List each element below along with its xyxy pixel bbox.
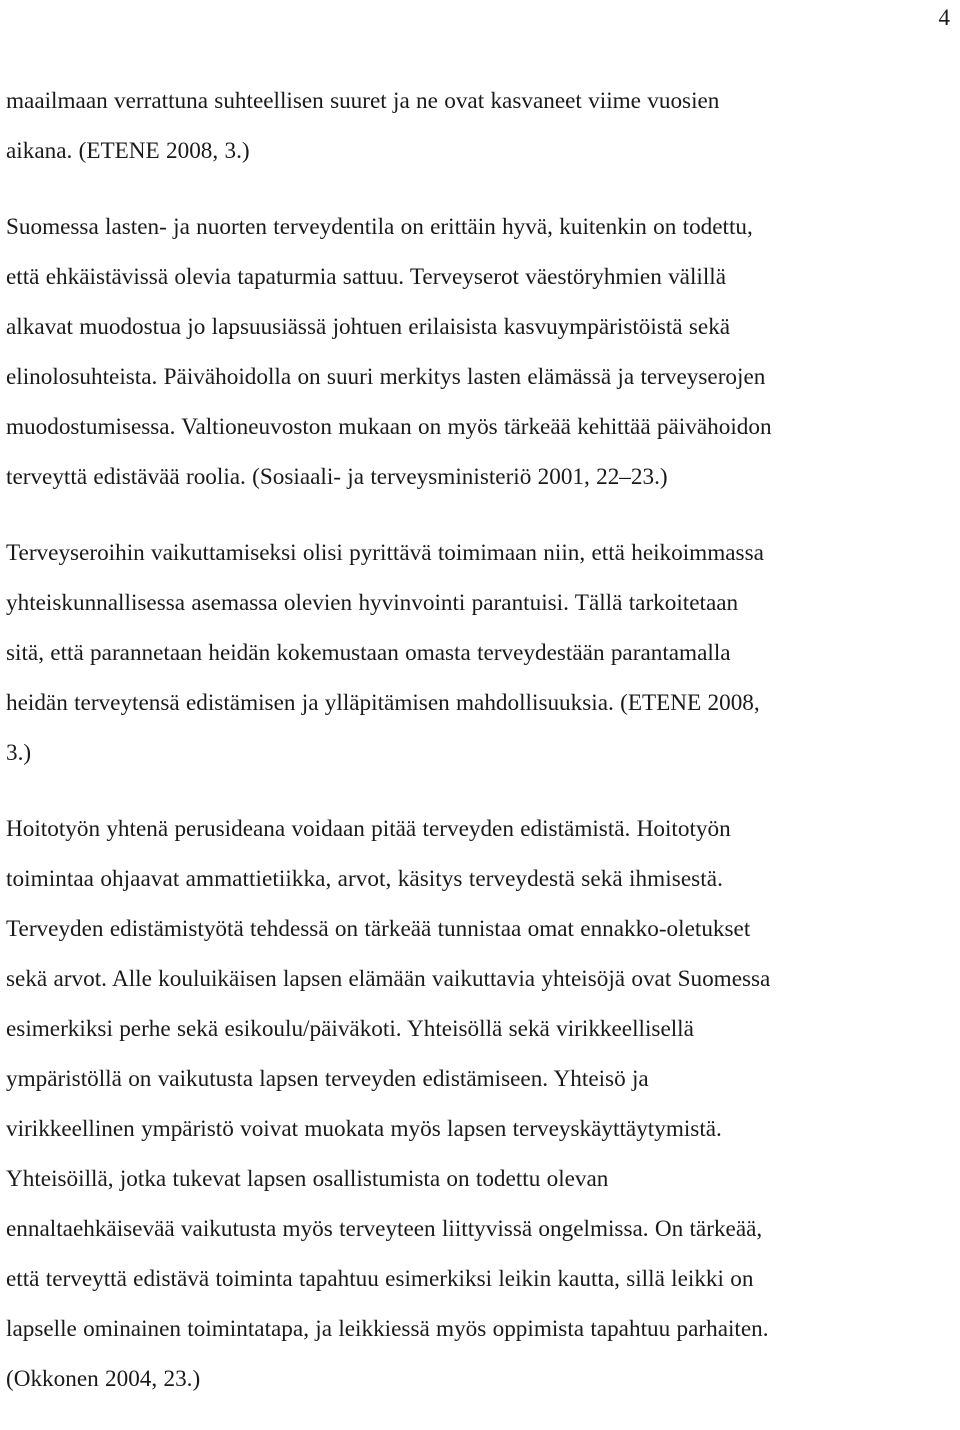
- text-line: elinolosuhteista. Päivähoidolla on suuri merkitys lasten elämässä ja terveyserojen: [6, 364, 766, 390]
- text-line: Terveyden edistämistyötä tehdessä on tärkeää tunnistaa omat ennakko-oletukset: [6, 916, 751, 942]
- paragraph: [6, 76, 956, 176]
- text-line: Yhteisöillä, jotka tukevat lapsen osallistumista on todettu olevan: [6, 1166, 609, 1192]
- text-line: aikana. (ETENE 2008, 3.): [6, 138, 250, 164]
- text-line: alkavat muodostua jo lapsuusiässä johtuen erilaisista kasvuympäristöistä sekä: [6, 314, 731, 340]
- text-line: heidän terveytensä edistämisen ja ylläpitämisen mahdollisuuksia. (ETENE 2008,: [6, 690, 760, 716]
- text-line: että ehkäistävissä olevia tapaturmia sattuu. Terveyserot väestöryhmien välillä: [6, 264, 727, 290]
- paragraph: [6, 804, 956, 1404]
- text-line: lapselle ominainen toimintatapa, ja leikkiessä myös oppimista tapahtuu parhaiten.: [6, 1316, 769, 1342]
- text-line: sitä, että parannetaan heidän kokemustaan omasta terveydestään parantamalla: [6, 640, 731, 666]
- text-line: sekä arvot. Alle kouluikäisen lapsen elämään vaikuttavia yhteisöjä ovat Suomessa: [6, 966, 771, 992]
- paragraph: [6, 528, 956, 778]
- document-body: [6, 76, 956, 1430]
- text-line: (Okkonen 2004, 23.): [6, 1366, 201, 1392]
- text-line: että terveyttä edistävä toiminta tapahtuu esimerkiksi leikin kautta, sillä leikki on: [6, 1266, 754, 1292]
- text-line: Suomessa lasten- ja nuorten terveydentila on erittäin hyvä, kuitenkin on todettu,: [6, 214, 753, 240]
- text-line: terveyttä edistävää roolia. (Sosiaali- ja terveysministeriö 2001, 22–23.): [6, 464, 668, 490]
- text-line: esimerkiksi perhe sekä esikoulu/päiväkoti. Yhteisöllä sekä virikkeellisellä: [6, 1016, 694, 1042]
- text-line: ympäristöllä on vaikutusta lapsen terveyden edistämiseen. Yhteisö ja: [6, 1066, 649, 1092]
- text-line: muodostumisessa. Valtioneuvoston mukaan on myös tärkeää kehittää päivähoidon: [6, 414, 772, 440]
- text-line: maailmaan verrattuna suhteellisen suuret ja ne ovat kasvaneet viime vuosien: [6, 88, 720, 114]
- text-line: ennaltaehkäisevää vaikutusta myös terveyteen liittyvissä ongelmissa. On tärkeää,: [6, 1216, 763, 1242]
- text-line: yhteiskunnallisessa asemassa olevien hyvinvointi parantuisi. Tällä tarkoitetaan: [6, 590, 739, 616]
- text-line: virikkeellinen ympäristö voivat muokata myös lapsen terveyskäyttäytymistä.: [6, 1116, 722, 1142]
- text-line: Hoitotyön yhtenä perusideana voidaan pitää terveyden edistämistä. Hoitotyön: [6, 816, 731, 842]
- paragraph: [6, 202, 956, 502]
- text-line: toimintaa ohjaavat ammattietiikka, arvot, käsitys terveydestä sekä ihmisestä.: [6, 866, 723, 892]
- text-line: 3.): [6, 740, 32, 766]
- text-line: Terveyseroihin vaikuttamiseksi olisi pyrittävä toimimaan niin, että heikoimmassa: [6, 540, 764, 566]
- page-number: 4: [938, 5, 950, 30]
